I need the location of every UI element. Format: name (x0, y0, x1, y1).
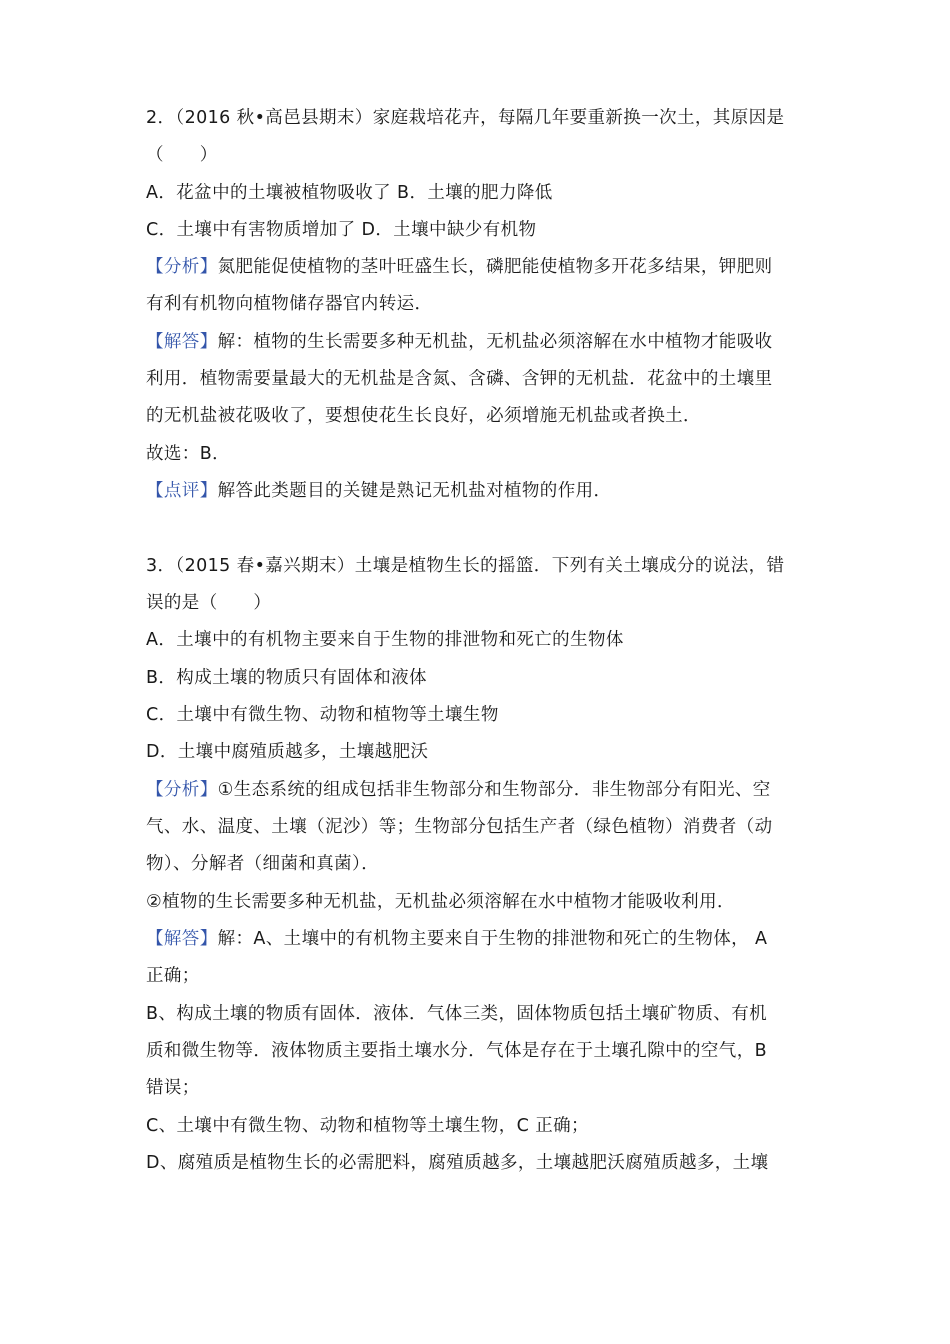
answer-tag: 【解答】 (146, 332, 218, 352)
q3-option-d: D．土壤中腐殖质越多，土壤越肥沃 (146, 742, 429, 762)
q3-answer-b-line2: 质和微生物等．液体物质主要指土壤水分．气体是存在于土壤孔隙中的空气，B (146, 1041, 768, 1061)
q2-analysis-text1: 氮肥能促使植物的茎叶旺盛生长，磷肥能使植物多开花多结果，钾肥则 (217, 257, 773, 277)
q3-answer-line1 (146, 927, 826, 951)
q2-analysis-line1 (146, 255, 826, 279)
q3-answer-line2: 正确； (146, 966, 200, 986)
q3-analysis-line3: 物）、分解者（细菌和真菌）． (146, 854, 380, 874)
q2-choice: 故选：B． (146, 444, 231, 464)
q2-answer-line2: 利用．植物需要量最大的无机盐是含氮、含磷、含钾的无机盐．花盆中的土壤里 (146, 369, 773, 389)
q2-option-line2: C．土壤中有害物质增加了 D．土壤中缺少有机物 (146, 220, 537, 240)
q3-analysis-line4: ②植物的生长需要多种无机盐，无机盐必须溶解在水中植物才能吸收利用． (146, 892, 735, 912)
q3-option-b: B．构成土壤的物质只有固体和液体 (146, 668, 427, 688)
q2-answer-line1 (146, 330, 826, 354)
analysis-tag: 【分析】 (146, 257, 218, 277)
q2-stem-line2: （ ） (146, 145, 218, 165)
q3-analysis-line2: 气、水、温度、土壤（泥沙）等；生物部分包括生产者（绿色植物）消费者（动 (146, 817, 773, 837)
q3-stem-line1: 3．（2015 春•嘉兴期末）土壤是植物生长的摇篮．下列有关土壤成分的说法，错 (146, 556, 785, 576)
q2-answer-line3: 的无机盐被花吸收了，要想使花生长良好，必须增施无机盐或者换土． (146, 406, 701, 426)
q2-answer-text1: 解：植物的生长需要多种无机盐，无机盐必须溶解在水中植物才能吸收 (217, 332, 773, 352)
comment-tag: 【点评】 (146, 481, 218, 501)
q2-stem-line1: 2．（2016 秋•高邑县期末）家庭栽培花卉，每隔几年要重新换一次土，其原因是 (146, 108, 785, 128)
q3-answer-text1: 解：A、土壤中的有机物主要来自于生物的排泄物和死亡的生物体， A (217, 929, 768, 949)
q2-option-line1: A．花盆中的土壤被植物吸收了 B．土壤的肥力降低 (146, 183, 553, 203)
q3-stem-line2: 误的是（ ） (146, 593, 272, 613)
q3-answer-b-line1: B、构成土壤的物质有固体．液体．气体三类，固体物质包括土壤矿物质、有机 (146, 1004, 768, 1024)
q3-option-c: C．土壤中有微生物、动物和植物等土壤生物 (146, 705, 499, 725)
q3-answer-c: C、土壤中有微生物、动物和植物等土壤生物，C 正确； (146, 1116, 589, 1136)
q3-answer-b-line3: 错误； (146, 1078, 200, 1098)
analysis-tag: 【分析】 (146, 780, 218, 800)
q3-analysis-text1: ①生态系统的组成包括非生物部分和生物部分．非生物部分有阳光、空 (217, 780, 771, 800)
q2-analysis-line2: 有利有机物向植物储存器官内转运． (146, 294, 433, 314)
q2-comment-line (146, 479, 826, 503)
q2-comment-text: 解答此类题目的关键是熟记无机盐对植物的作用． (217, 481, 612, 501)
q3-analysis-line1 (146, 778, 826, 802)
q3-answer-d-line1: D、腐殖质是植物生长的必需肥料，腐殖质越多，土壤越肥沃腐殖质越多，土壤 (146, 1153, 769, 1173)
answer-tag: 【解答】 (146, 929, 218, 949)
q3-option-a: A．土壤中的有机物主要来自于生物的排泄物和死亡的生物体 (146, 630, 624, 650)
